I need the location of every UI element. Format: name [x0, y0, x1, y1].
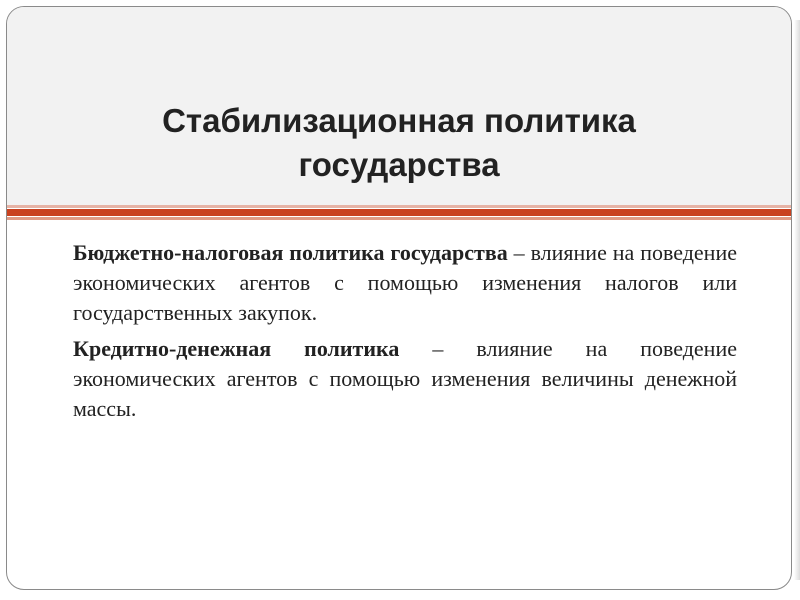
slide-title: [7, 99, 791, 187]
title-line-2: государства: [298, 146, 500, 183]
title-divider: [7, 205, 791, 227]
divider-band-bottom: [7, 217, 791, 220]
title-area: [7, 7, 791, 205]
paragraph-monetary-policy: [73, 334, 737, 424]
definition-fiscal-policy: – влияние на поведение экономических агентов с помощью изменения налогов или государственных закупок.: [73, 240, 737, 325]
divider-band-top: [7, 205, 791, 208]
term-fiscal-policy: Бюджетно-налоговая политика государства: [73, 240, 508, 265]
frame-shadow: [794, 20, 800, 580]
slide-frame: [6, 6, 792, 590]
paragraph-fiscal-policy: [73, 238, 737, 328]
definition-monetary-policy: – влияние на поведение экономических агентов с помощью изменения величины денежной массы.: [73, 336, 737, 421]
term-monetary-policy: Кредитно-денежная политика: [73, 336, 400, 361]
divider-band-main: [7, 209, 791, 216]
title-line-1: Стабилизационная политика: [162, 102, 636, 139]
slide-body: [73, 238, 737, 430]
